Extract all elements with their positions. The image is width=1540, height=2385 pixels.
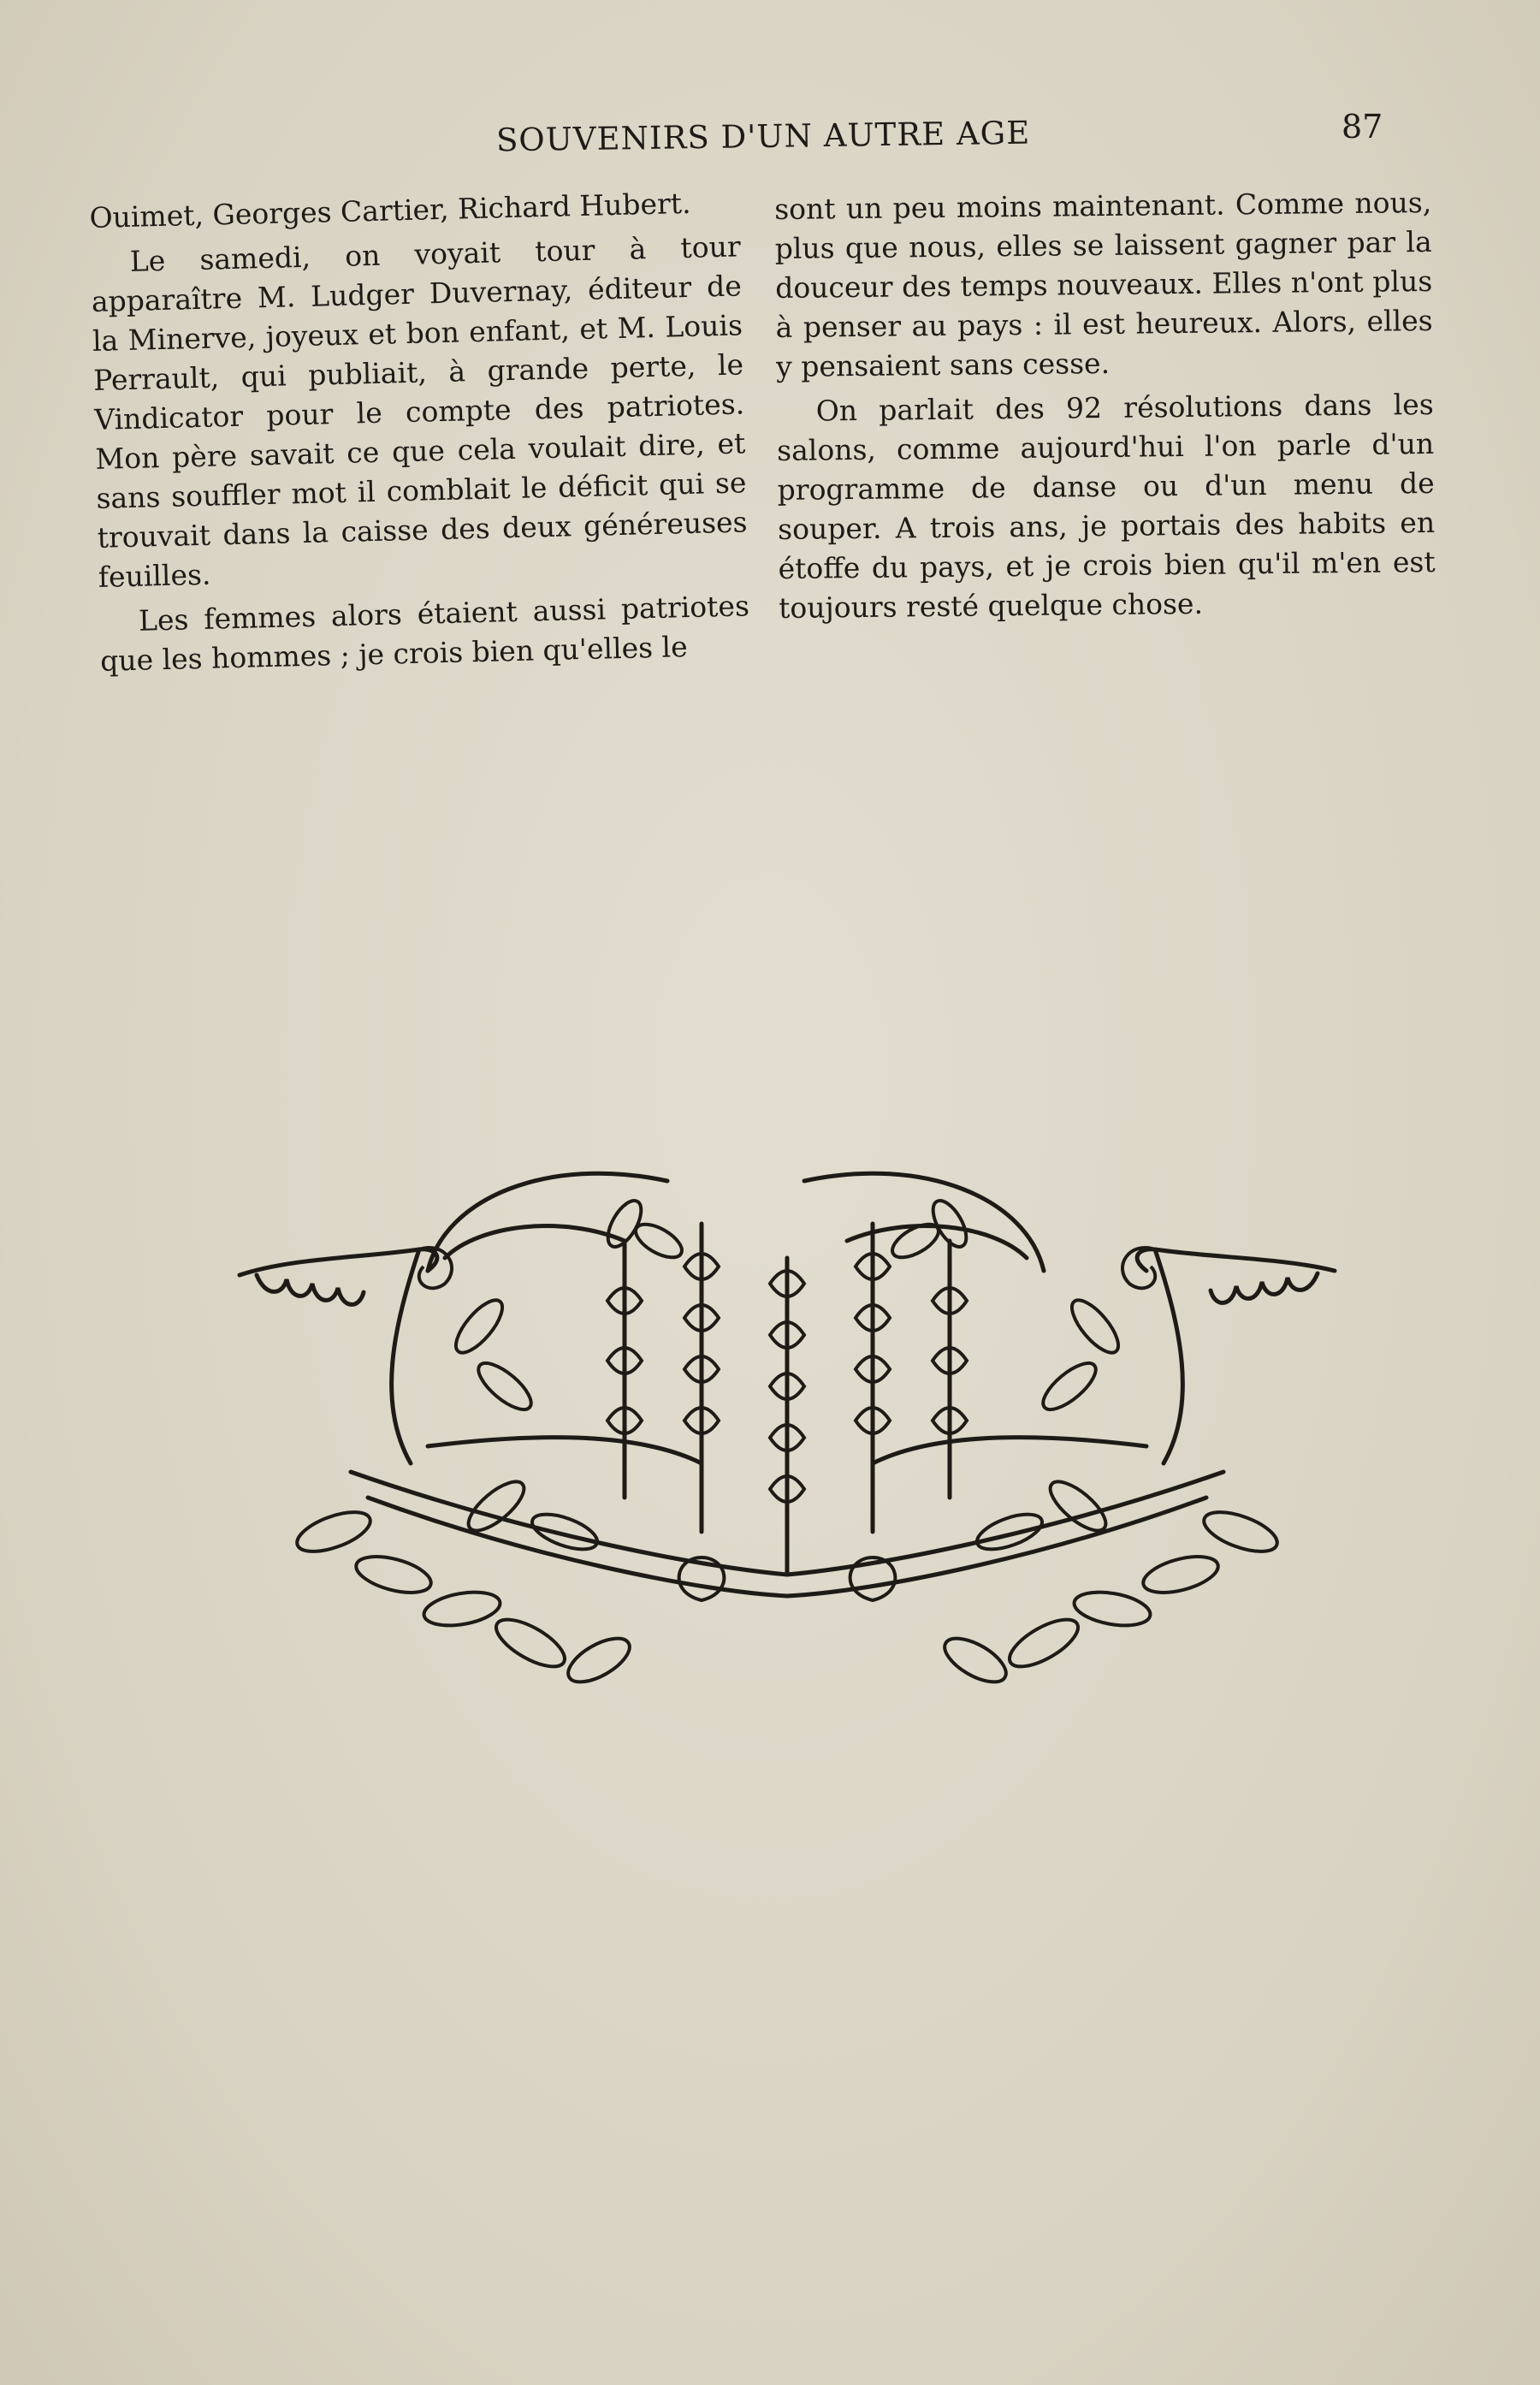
paragraph: Les femmes alors étaient aussi patriotes que les hommes ; je crois bien qu'elles le xyxy=(99,589,750,678)
paragraph: Le samedi, on voyait tour à tour apparaître M. Ludger Duvernay, éditeur de la Minerve, joyeux et bon enfant, et M. Louis Perrault, qui publiait, à grande perte, le Vindicator pour le compte des patriotes. Mon père savait ce que cela voulait dire, et sans souffler mot il comblait le déficit qui se trouvait dans la caisse des deux généreuses feuilles. xyxy=(91,229,748,594)
running-title: SOUVENIRS D'UN AUTRE AGE xyxy=(495,114,1031,159)
right-column xyxy=(774,183,1436,633)
left-column xyxy=(89,182,751,685)
page-number: 87 xyxy=(1342,108,1383,145)
floral-vignette-icon xyxy=(222,1130,1352,1729)
paragraph: On parlait des 92 résolutions dans les salons, comme aujourd'hui l'on parle d'un programme de danse ou d'un menu de souper. A trois ans, je portais des habits en étoffe du pays, et je crois bien qu'il m'en est toujours resté quelque chose. xyxy=(776,387,1436,625)
paragraph: sont un peu moins maintenant. Comme nous, plus que nous, elles se laissent gagner par la douceur des temps nouveaux. Elles n'ont plus à penser au pays : il est heureux. Alors, elles y pensaient sans cesse. xyxy=(774,185,1433,383)
paragraph: Ouimet, Georges Cartier, Richard Hubert. xyxy=(89,186,691,234)
